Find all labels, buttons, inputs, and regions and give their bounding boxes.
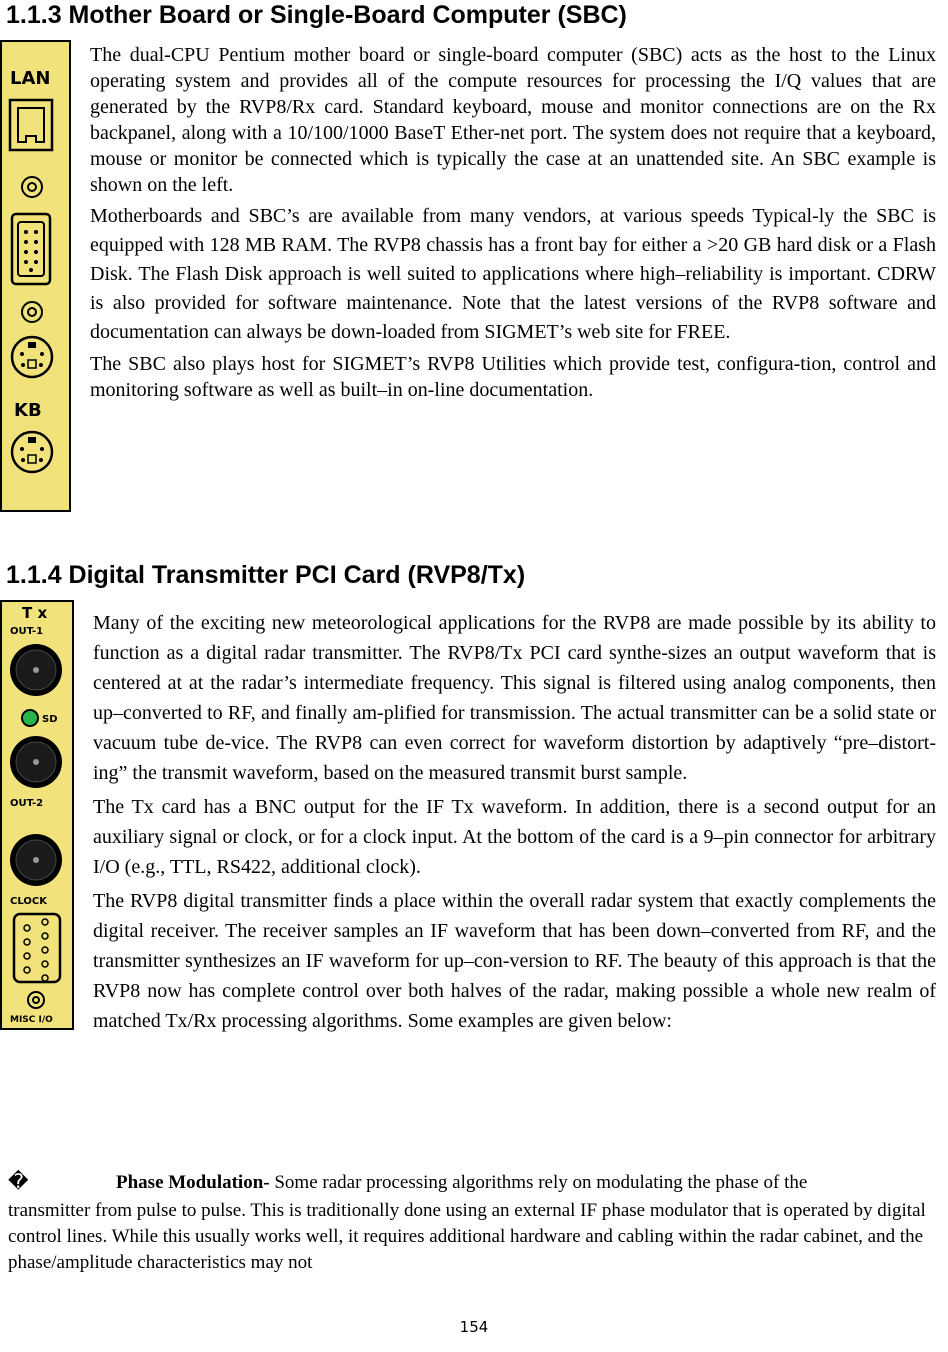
kb-label: KB: [14, 400, 42, 421]
round-connector-icon: [22, 177, 42, 197]
bullet-text-rest: transmitter from pulse to pulse. This is traditionally done using an external IF phase modulator that is operated by digital control lines. While this usually works well, it requires additional hardware and cabling within the radar cabinet, and the phase/amplitude characteristics may not: [8, 1200, 926, 1273]
out2-label: OUT-2: [10, 798, 44, 809]
db9-connector-icon: [14, 914, 60, 982]
bnc-clock-connector-icon: [10, 834, 62, 886]
round-connector-icon: [28, 992, 44, 1008]
section-heading-sbc: 1.1.3 Mother Board or Single-Board Computer (SBC): [6, 1, 627, 29]
tx-paragraph-2: The Tx card has a BNC output for the IF Tx waveform. In addition, there is a second output for an auxiliary signal or clock, or for a clock input. At the bottom of the card is a 9–pin connector for arbitrary I/O (e.g., TTL, RS422, additional clock).: [93, 796, 936, 878]
round-connector-icon: [22, 302, 42, 322]
clock-label: CLOCK: [10, 896, 47, 907]
sbc-backpanel-illustration: [0, 40, 71, 512]
bullet-phase-modulation: [8, 1168, 940, 1276]
sd-led-icon: [22, 710, 38, 726]
ps2-mouse-port-icon: [12, 337, 52, 377]
vga-connector-icon: [12, 214, 50, 284]
section-heading-tx: 1.1.4 Digital Transmitter PCI Card (RVP8/Tx): [6, 561, 526, 589]
sd-label: SD: [42, 714, 58, 725]
page-number: 154: [459, 1318, 489, 1336]
out1-label: OUT-1: [10, 626, 44, 637]
bnc-out1-connector-icon: [10, 644, 62, 696]
bullet-title: Phase Modulation-: [116, 1172, 270, 1193]
tx-backpanel-illustration: [0, 600, 74, 1030]
lan-jack-icon: [10, 100, 52, 150]
lan-label: LAN: [10, 68, 51, 89]
sbc-paragraph-2: Motherboards and SBC’s are available from many vendors, at various speeds Typical-ly the SBC is equipped with 128 MB RAM. The RVP8 chassis has a front bay for either a >20 GB hard disk or a Flash Disk. The Flash Disk approach is well suited to applications where high–reliability is important. CDRW is also provided for software maintenance. Note that the latest versions of the RVP8 software and documentation can always be down-loaded from SIGMET’s web site for FREE.: [90, 205, 936, 343]
bullet-text-first: Some radar processing algorithms rely on modulating the phase of the: [269, 1172, 808, 1193]
sbc-paragraph-3: The SBC also plays host for SIGMET’s RVP8 Utilities which provide test, configura-tion, control and monitoring software as well as built–in on-line documentation.: [90, 353, 936, 401]
tx-paragraph-1: Many of the exciting new meteorological applications for the RVP8 are made possible by its ability to function as a digital radar transmitter. The RVP8/Tx PCI card synthe-sizes an output waveform that is centered at at the radar’s intermediate frequency. This signal is filtered using analog components, then up–converted to RF, and finally am-plified for transmission. The actual transmitter can be a solid state or vacuum tube de-vice. The RVP8 can even correct for waveform distortion by adaptively “pre–distort-ing” the transmit waveform, based on the measured transmit burst sample.: [93, 612, 936, 784]
misc-io-label: MISC I/O: [10, 1015, 53, 1025]
ps2-keyboard-port-icon: [12, 432, 52, 472]
tx-paragraph-3: The RVP8 digital transmitter finds a place within the overall radar system that exactly complements the digital receiver. The receiver samples an IF waveform that has been down–converted from RF, and the transmitter synthesizes an IF waveform for up–con-version to RF. The beauty of this approach is that the RVP8 now has complete control over both halves of the radar, making possible a whole new realm of matched Tx/Rx processing algorithms. Some examples are given below:: [93, 890, 936, 1032]
sbc-body: [90, 42, 936, 403]
tx-body: [93, 608, 936, 1036]
tx-label: T x: [22, 604, 48, 622]
bullet-marker: �: [8, 1169, 29, 1193]
sbc-paragraph-1: The dual-CPU Pentium mother board or single-board computer (SBC) acts as the host to the Linux operating system and provides all of the compute resources for processing the I/Q values that are generated by the RVP8/Rx card. Standard keyboard, mouse and monitor connections are on the Rx backpanel, along with a 10/100/1000 BaseT Ether-net port. The system does not require that a keyboard, mouse or monitor be connected which is typically the case at an unattended site. An SBC example is shown on the left.: [90, 44, 936, 196]
bnc-out2-connector-icon: [10, 736, 62, 788]
